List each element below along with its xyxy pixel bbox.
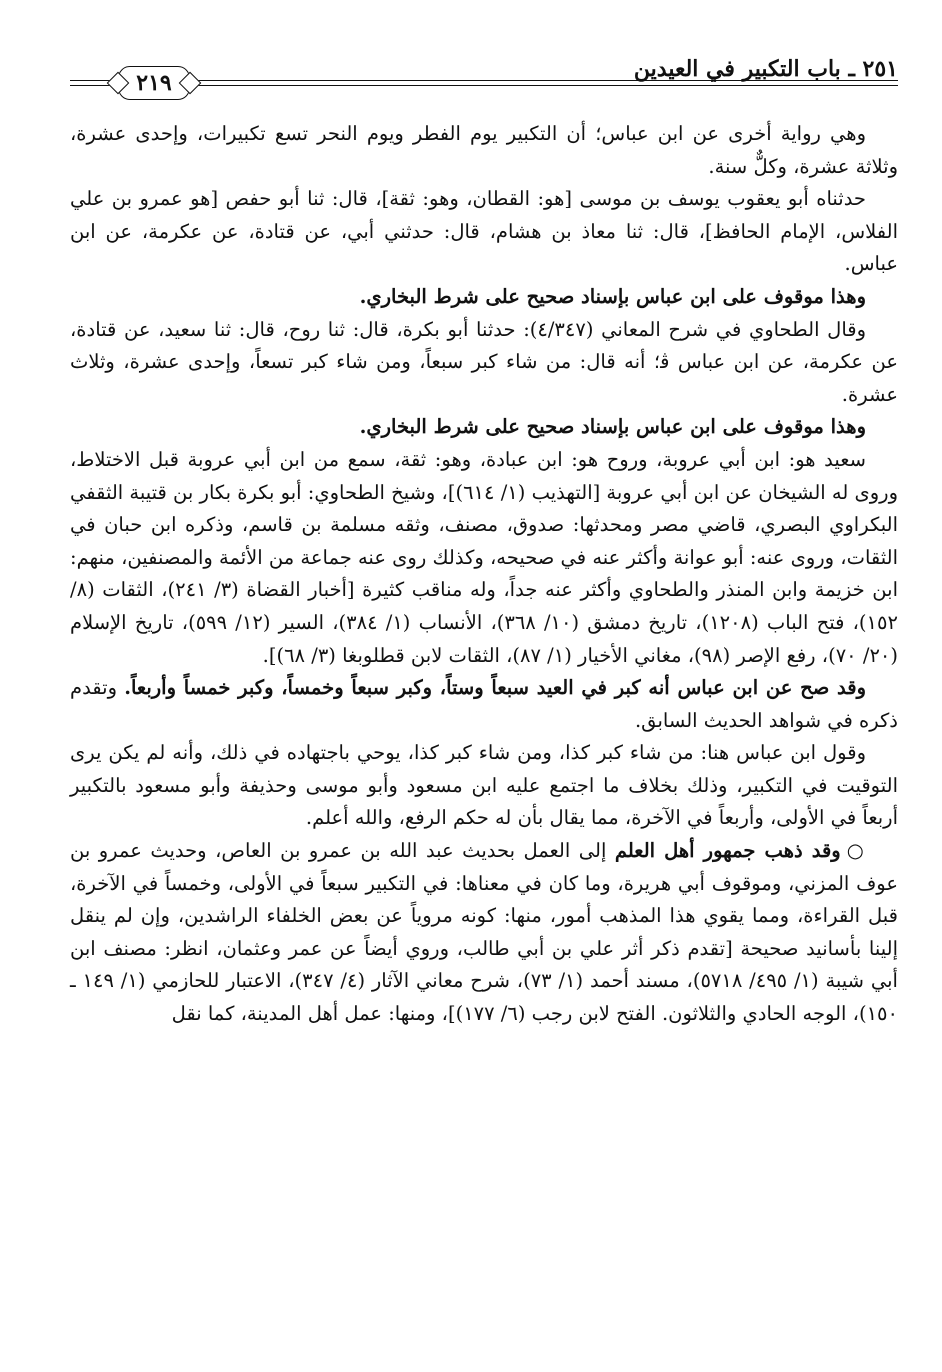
body-text — [70, 118, 898, 1358]
paragraph: وقول ابن عباس هنا: من شاء كبر كذا، ومن شاء كبر كذا، يوحي باجتهاده في ذلك، وأنه لم يكن يرى التوقيت في التكبير، وذلك بخلاف ما اجتمع عليه ابن مسعود وأبو موسى وحذيفة وأبو مسعود بالتكبير أربعاً في الأولى، وأربعاً في الآخرة، مما يقال بأن له حكم الرفع، والله أعلم. — [70, 741, 898, 830]
paragraph: حدثناه أبو يعقوب يوسف بن موسى [هو: القطان، وهو: ثقة]، قال: ثنا أبو حفص [هو عمرو بن علي الفلاس، الإمام الحافظ]، قال: ثنا معاذ بن هشام، قال: حدثني أبي، عن قتادة، عن عكرمة، عن ابن عباس. — [70, 187, 898, 276]
header-rule — [190, 85, 898, 86]
paragraph-bold: وهذا موقوف على ابن عباس بإسناد صحيح على شرط البخاري. — [359, 284, 866, 308]
paragraph-run: وتقدم ذكره في شواهد الحديث السابق. — [70, 676, 898, 732]
paragraph-bold: وهذا موقوف على ابن عباس بإسناد صحيح على شرط البخاري. — [359, 415, 866, 439]
paragraph-run: إلى العمل بحديث عبد الله بن عمرو بن العاص، وحديث عمرو بن عوف المزني، وموقوف أبي هريرة، وما كان في معناها: في التكبير سبعاً في الأولى، وخمساً في الآخرة، قبل القراءة، ومما يقوي هذا المذهب أمور، منها: كونه مروياً عن بعض الخلفاء الراشدين، وإن لم ينقل إلينا بأسانيد صحيحة [تقدم ذكر أثر علي بن أبي طالب، وروي أيضاً عن عمر وعثمان، انظر: مصنف ابن أبي شيبة (١/ ٤٩٥/ ٥٧١٨)، مسند أحمد (١/ ٧٣)، شرح معاني الآثار (٤/ ٣٤٧)، الاعتبار للحازمي (١/ ١٤٩ ـ ١٥٠)، الوجه الحادي والثلاثون. الفتح لابن رجب (٦/ ١٧٧)]، ومنها: عمل أهل المدينة، كما نقل — [70, 839, 898, 1026]
paragraph: وهي رواية أخرى عن ابن عباس؛ أن التكبير يوم الفطر ويوم النحر تسع تكبيرات، وإحدى عشرة، وثلاثة عشرة، وكلٌّ سنة. — [70, 122, 898, 178]
bold-run: وقد صح عن ابن عباس أنه كبر في العيد سبعاً وستاً، وكبر سبعاً وخمساً، وكبر خمساً وأربعاً. — [124, 676, 866, 700]
bold-run: وقد ذهب جمهور أهل العلم — [614, 839, 841, 863]
page-number — [118, 66, 190, 100]
page-header — [70, 44, 898, 100]
header-rule — [190, 80, 898, 81]
paragraph — [70, 835, 898, 1031]
paragraph: وقال الطحاوي في شرح المعاني (٤/٣٤٧): حدثنا أبو بكرة، قال: ثنا روح، قال: ثنا سعيد، عن قتادة، عن عكرمة، عن ابن عباس ﭬ؛ أنه قال: من شاء كبر سبعاً، ومن شاء كبر تسعاً، وإحدى عشرة، وثلاث عشرة. — [70, 317, 898, 406]
paragraph — [70, 672, 898, 737]
running-title: ٢٥١ ـ باب التكبير في العيدين — [633, 56, 898, 82]
paragraph: سعيد هو: ابن أبي عروبة، وروح هو: ابن عبادة، وهو: ثقة، سمع من ابن أبي عروبة قبل الاختلاط، وروى له الشيخان عن ابن أبي عروبة [التهذيب (١/ ٦١٤)]، وشيخ الطحاوي: أبو بكرة بكار بن قتيبة الثقفي البكراوي البصري، قاضي مصر ومحدثها: صدوق، مصنف، وثقه مسلمة بن قاسم، وذكره ابن حبان في الثقات، وروى عنه: أبو عوانة وأكثر عنه في صحيحه، وكذلك روى عنه جماعة من الأئمة والمصنفين، منهم: ابن خزيمة وابن المنذر والطحاوي وأكثر عنه جداً، وله مناقب كثيرة [أخبار القضاة (٣/ ٢٤١)، الثقات (٨/ ١٥٢)، فتح الباب (١٢٠٨)، تاريخ دمشق (١٠/ ٣٦٨)، الأنساب (١/ ٣٨٤)، السير (١٢/ ٥٩٩)، تاريخ الإسلام (٢٠/ ٧٠)، رفع الإصر (٩٨)، مغاني الأخيار (١/ ٨٧)، الثقات لابن قطلوبغا (٣/ ٦٨)]. — [70, 447, 899, 667]
circle-bullet-icon: ○ — [846, 839, 866, 863]
page-number-text: ٢١٩ — [136, 70, 172, 96]
